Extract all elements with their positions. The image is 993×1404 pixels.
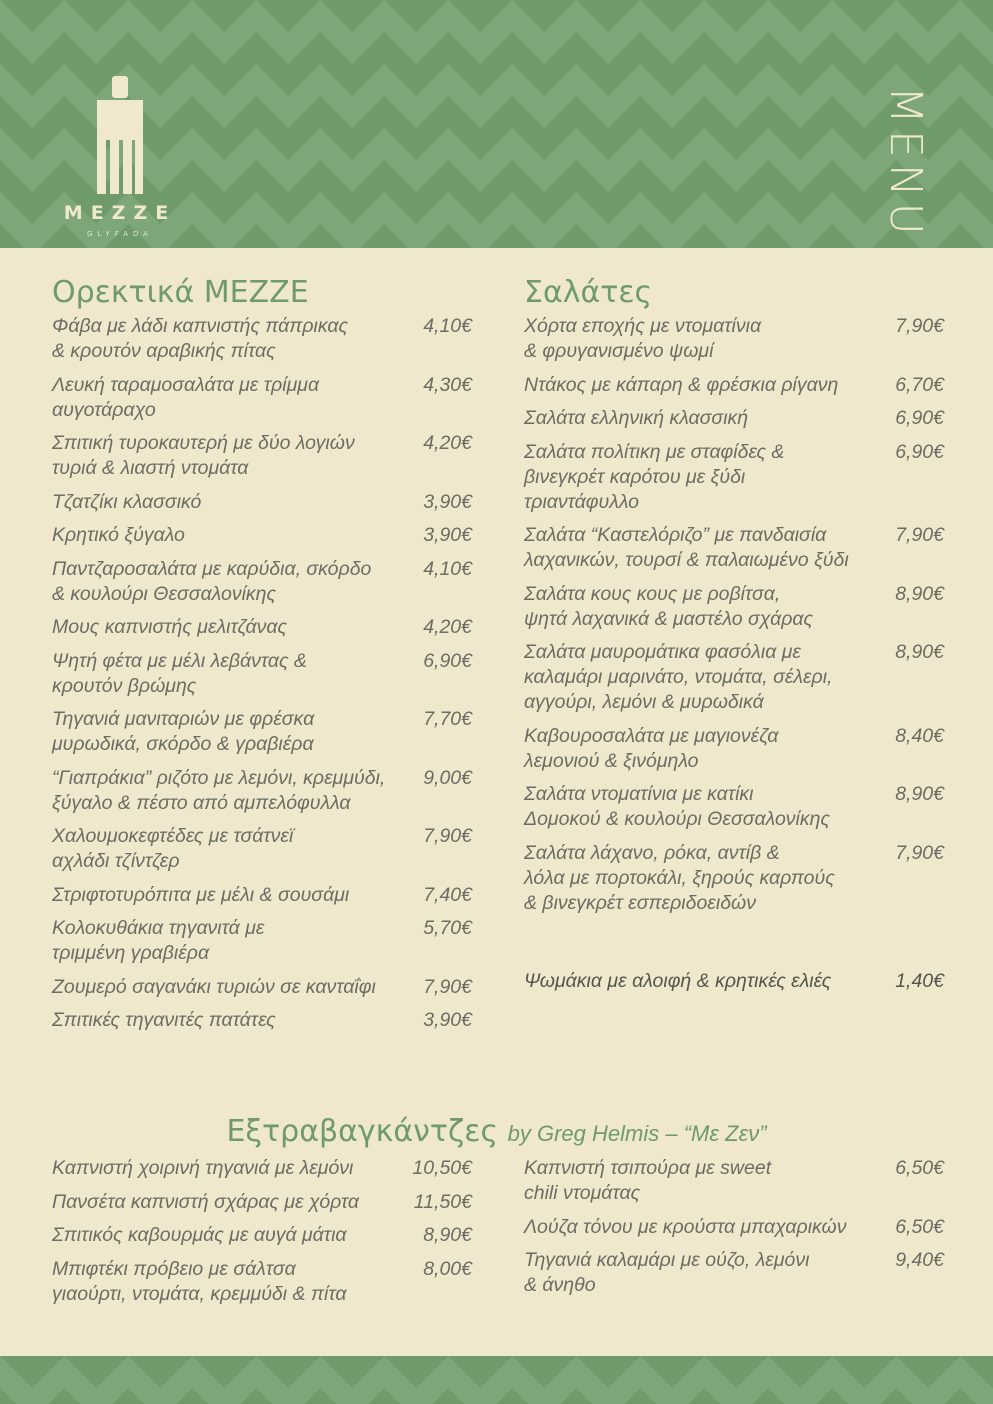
menu-item-price: 7,90€ bbox=[423, 825, 472, 847]
menu-item bbox=[52, 766, 472, 816]
menu-item-name: Σαλάτα πολίτικη με σταφίδες & βινεγκρέτ καρότου με ξύδι τριαντάφυλλο bbox=[524, 440, 785, 513]
menu-item bbox=[524, 782, 944, 832]
menu-item bbox=[52, 490, 472, 515]
menu-item-name: Παντζαροσαλάτα με καρύδια, σκόρδο & κουλούρι Θεσσαλονίκης bbox=[52, 557, 372, 605]
menu-item-name: “Γιαπράκια” ριζότο με λεμόνι, κρεμμύδι, ξύγαλο & πέστο από αμπελόφυλλα bbox=[52, 766, 386, 814]
menu-item-name: Καπνιστή χοιρινή τηγανιά με λεμόνι bbox=[52, 1157, 354, 1179]
menu-item-name: Σαλάτα ελληνική κλασσική bbox=[524, 407, 749, 429]
menu-item bbox=[524, 314, 944, 364]
menu-item-name: Καβουροσαλάτα με μαγιονέζα λεμονιού & ξινόμηλο bbox=[524, 724, 779, 772]
menu-vertical-label: MENU bbox=[880, 86, 931, 241]
menu-item-price: 3,90€ bbox=[423, 1009, 472, 1031]
extravagances-left-list bbox=[52, 1156, 472, 1307]
menu-item bbox=[52, 314, 472, 364]
mezze-logo bbox=[52, 70, 188, 240]
menu-item-price: 6,90€ bbox=[423, 649, 472, 672]
menu-item-name: Ψητή φέτα με μέλι λεβάντας & κρουτόν βρώμης bbox=[52, 649, 307, 697]
menu-item bbox=[524, 1215, 944, 1240]
menu-item-price: 6,90€ bbox=[895, 407, 944, 429]
menu-item bbox=[52, 373, 472, 423]
menu-item-name: Μπιφτέκι πρόβειο με σάλτσα γιαούρτι, ντομάτα, κρεμμύδι & πίτα bbox=[52, 1257, 347, 1305]
menu-item-name: Χαλουμοκεφτέδες με τσάτνεϊ αχλάδι τζίντζερ bbox=[52, 825, 294, 872]
fork-icon bbox=[85, 70, 155, 200]
menu-item-price: 8,40€ bbox=[895, 724, 944, 747]
menu-item-price: 8,90€ bbox=[423, 1224, 472, 1246]
extravagances-byline: by Greg Helmis – “Με Ζεν” bbox=[507, 1121, 767, 1146]
menu-item bbox=[52, 916, 472, 966]
menu-item-name: Χόρτα εποχής με ντοματίνια & φρυγανισμένο ψωμί bbox=[524, 315, 762, 362]
menu-item-name: Κολοκυθάκια τηγανιτά με τριμμένη γραβιέρα bbox=[52, 917, 265, 964]
menu-item bbox=[52, 707, 472, 757]
menu-item-name: Στριφτοτυρόπιτα με μέλι & σουσάμι bbox=[52, 883, 350, 906]
appetizers-section bbox=[52, 276, 472, 1042]
menu-item bbox=[524, 523, 944, 573]
bread-price: 1,40€ bbox=[895, 970, 944, 992]
appetizers-list bbox=[52, 314, 472, 1033]
menu-item-name: Σπιτικός καβουρμάς με αυγά μάτια bbox=[52, 1224, 347, 1246]
menu-item-price: 4,10€ bbox=[423, 315, 472, 337]
menu-item bbox=[52, 649, 472, 699]
menu-item-price: 7,90€ bbox=[895, 524, 944, 546]
salads-list bbox=[524, 314, 944, 916]
menu-item bbox=[524, 841, 944, 916]
extravagances-right bbox=[524, 1156, 944, 1307]
menu-item-price: 6,50€ bbox=[895, 1157, 944, 1179]
menu-item bbox=[52, 1223, 472, 1248]
menu-item bbox=[52, 1008, 472, 1033]
menu-item-price: 4,20€ bbox=[423, 616, 472, 638]
menu-item-price: 7,90€ bbox=[895, 315, 944, 337]
menu-item-price: 4,20€ bbox=[423, 432, 472, 454]
menu-item-name: Σπιτική τυροκαυτερή με δύο λογιών τυριά & λιαστή ντομάτα bbox=[52, 432, 355, 479]
menu-item-name: Σαλάτα μαυρομάτικα φασόλια με καλαμάρι μαρινάτο, ντομάτα, σέλερι, αγγούρι, λεμόνι & μυρωδικά bbox=[524, 641, 833, 713]
bread-item bbox=[524, 970, 944, 993]
menu-item bbox=[524, 373, 944, 398]
menu-item-price: 6,90€ bbox=[895, 440, 944, 463]
menu-item-price: 8,90€ bbox=[895, 582, 944, 605]
menu-item-price: 4,10€ bbox=[423, 557, 472, 580]
extravagances-title: Εξτραβαγκάντζες bbox=[226, 1114, 499, 1149]
menu-item-name: Τηγανιά μανιταριών με φρέσκα μυρωδικά, σκόρδο & γραβιέρα bbox=[52, 708, 315, 755]
menu-item bbox=[524, 1248, 944, 1298]
appetizers-title: Ορεκτικά MEZZE bbox=[52, 275, 309, 310]
menu-item-price: 11,50€ bbox=[413, 1190, 472, 1213]
menu-item-name: Φάβα με λάδι καπνιστής πάπρικας & κρουτόν αραβικής πίτας bbox=[52, 315, 348, 362]
menu-item-price: 3,90€ bbox=[423, 524, 472, 546]
menu-item-price: 3,90€ bbox=[423, 490, 472, 513]
menu-item-name: Τζατζίκι κλασσικό bbox=[52, 490, 202, 513]
menu-item-name: Σπιτικές τηγανιτές πατάτες bbox=[52, 1009, 276, 1031]
logo-wordmark: MEZZE bbox=[63, 202, 177, 224]
menu-item-price: 7,70€ bbox=[423, 708, 472, 730]
menu-item-name: Κρητικό ξύγαλο bbox=[52, 524, 185, 546]
menu-item-name: Σαλάτα λάχανο, ρόκα, αντίβ & λόλα με πορτοκάλι, ξηρούς καρπούς & βινεγκρέτ εσπεριδοειδών bbox=[524, 841, 835, 914]
menu-item bbox=[524, 440, 944, 515]
menu-item bbox=[524, 582, 944, 632]
menu-item bbox=[52, 824, 472, 874]
menu-item-price: 8,90€ bbox=[895, 641, 944, 663]
menu-item-name: Πανσέτα καπνιστή σχάρας με χόρτα bbox=[52, 1190, 360, 1213]
menu-item bbox=[524, 640, 944, 715]
menu-item-name: Σαλάτα κους κους με ροβίτσα, ψητά λαχανικά & μαστέλο σχάρας bbox=[524, 582, 813, 630]
menu-item-price: 8,00€ bbox=[423, 1257, 472, 1280]
menu-item-price: 8,90€ bbox=[895, 783, 944, 805]
menu-item-price: 6,50€ bbox=[895, 1215, 944, 1238]
menu-item-name: Λευκή ταραμοσαλάτα με τρίμμα αυγοτάραχο bbox=[52, 373, 320, 421]
menu-item-name: Καπνιστή τσιπούρα με sweet chili ντομάτας bbox=[524, 1157, 772, 1204]
menu-item-name: Λούζα τόνου με κρούστα μπαχαρικών bbox=[524, 1215, 847, 1238]
extravagances-right-list bbox=[524, 1156, 944, 1298]
menu-item bbox=[524, 724, 944, 774]
menu-item bbox=[524, 1156, 944, 1206]
menu-item-name: Τηγανιά καλαμάρι με ούζο, λεμόνι & άνηθο bbox=[524, 1249, 810, 1296]
extravagances-left bbox=[52, 1156, 472, 1315]
menu-item bbox=[524, 406, 944, 431]
menu-item bbox=[52, 1190, 472, 1215]
menu-item bbox=[52, 1156, 472, 1181]
menu-item-name: Ζουμερό σαγανάκι τυριών σε κανταΐφι bbox=[52, 975, 376, 998]
salads-title: Σαλάτες bbox=[524, 275, 653, 310]
menu-item bbox=[52, 615, 472, 640]
menu-item-price: 9,40€ bbox=[895, 1249, 944, 1271]
menu-item-name: Μους καπνιστής μελιτζάνας bbox=[52, 616, 288, 638]
menu-item bbox=[52, 557, 472, 607]
footer-banner bbox=[0, 1356, 993, 1404]
bread-name: Ψωμάκια με αλοιφή & κρητικές ελιές bbox=[524, 970, 832, 992]
menu-item-price: 5,70€ bbox=[423, 917, 472, 939]
menu-item-price: 10,50€ bbox=[412, 1157, 472, 1179]
menu-item-name: Σαλάτα “Καστελόριζο” με πανδαισία λαχανικών, τουρσί & παλαιωμένο ξύδι bbox=[524, 524, 849, 571]
menu-item-price: 9,00€ bbox=[423, 766, 472, 789]
menu-item-name: Ντάκος με κάπαρη & φρέσκια ρίγανη bbox=[524, 373, 839, 396]
menu-item-price: 4,30€ bbox=[423, 373, 472, 396]
logo-subtitle: GLYFADA bbox=[87, 230, 153, 238]
extravagances-title-row bbox=[0, 1114, 993, 1152]
menu-item-price: 7,90€ bbox=[423, 975, 472, 998]
menu-item bbox=[52, 431, 472, 481]
menu-item bbox=[52, 975, 472, 1000]
menu-item-price: 7,40€ bbox=[423, 883, 472, 906]
menu-item-price: 6,70€ bbox=[895, 373, 944, 396]
menu-item bbox=[52, 1257, 472, 1307]
menu-item bbox=[52, 523, 472, 548]
menu-item-name: Σαλάτα ντοματίνια με κατίκι Δομοκού & κουλούρι Θεσσαλονίκης bbox=[524, 783, 830, 830]
menu-item bbox=[52, 883, 472, 908]
menu-item-price: 7,90€ bbox=[895, 841, 944, 864]
salads-section bbox=[524, 276, 944, 924]
